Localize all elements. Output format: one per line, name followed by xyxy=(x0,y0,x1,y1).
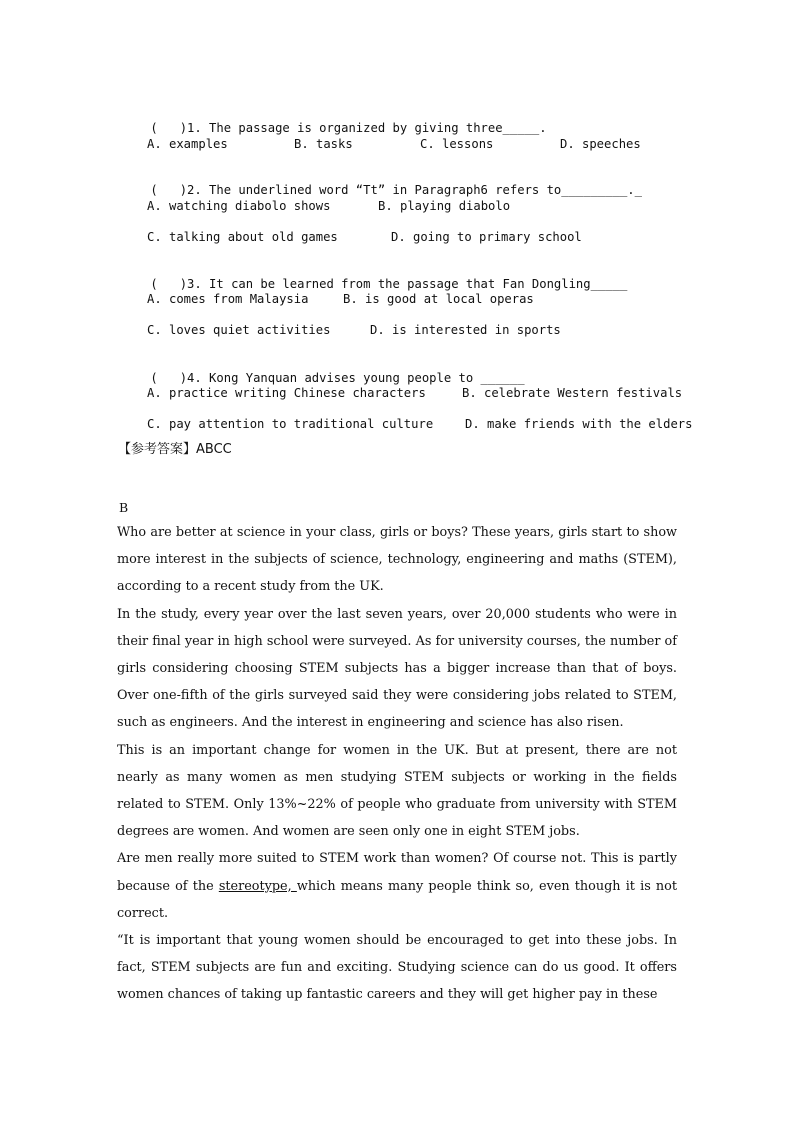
question-1-option-d: D. speeches xyxy=(560,137,641,151)
paragraph-3: This is an important change for women in the UK. But at present, there are not nearly as many women as men studying STEM subjects or working in the fields related to STEM. Only 13%~22% of people who graduate from university with STEM degrees are women. And women are seen only one in eight STEM jobs. xyxy=(117,742,677,840)
paragraph-1: Who are better at science in your class, girls or boys? These years, girls start to show more interest in the subjects of science, technology, engineering and maths (STEM), according to a recent study from the UK. xyxy=(117,525,677,595)
paragraph-4-after: which means many people think so, even though it is not correct. xyxy=(117,878,678,921)
question-bracket: ( xyxy=(150,183,158,197)
question-4-option-b: B. celebrate Western festivals xyxy=(462,386,683,400)
question-bracket: ( xyxy=(150,371,158,385)
question-1-stem: )1. The passage is organized by giving three_____. xyxy=(179,121,547,135)
paragraph-4 xyxy=(117,845,677,927)
question-2-option-a: A. watching diabolo shows xyxy=(147,199,331,213)
paragraph-5: “It is important that young women should be encouraged to get into these jobs. In fact, STEM subjects are fun and exciting. Studying science can do us good. It offers women chances of taking up fantastic careers and they will get higher pay in these xyxy=(117,933,677,1003)
question-3-stem: )3. It can be learned from the passage that Fan Dongling_____ xyxy=(179,277,628,291)
question-2-stem: )2. The underlined word “Tt” in Paragraph6 refers to_________._ xyxy=(179,183,642,197)
question-4-stem: )4. Kong Yanquan advises young people to ______ xyxy=(179,371,525,385)
question-4-option-a: A. practice writing Chinese characters xyxy=(147,386,426,400)
question-bracket: ( xyxy=(150,277,158,291)
answer-key: 【参考答案】ABCC xyxy=(118,442,232,457)
question-3-option-c: C. loves quiet activities xyxy=(147,323,331,337)
question-bracket: ( xyxy=(150,121,158,135)
question-2-option-d: D. going to primary school xyxy=(391,230,582,244)
question-3-option-d: D. is interested in sports xyxy=(370,323,561,337)
section-b-passage xyxy=(117,519,677,1009)
paragraph-2: In the study, every year over the last seven years, over 20,000 students who were in their final year in high school were surveyed. As for university courses, the number of girls considering choosing STEM subjects has a bigger increase than that of boys. Over one-fifth of the girls surveyed said they were considering jobs related to STEM, such as engineers. And the interest in engineering and science has also risen. xyxy=(117,606,677,731)
question-3-option-a: A. comes from Malaysia xyxy=(147,292,309,306)
question-1-option-a: A. examples xyxy=(147,137,228,151)
section-b-label: B xyxy=(119,500,129,515)
paragraph-4-before: Are men really more suited to STEM work than women? Of course not. This is partly because of the xyxy=(117,851,677,894)
question-1-option-c: C. lessons xyxy=(420,137,494,151)
question-2-option-b: B. playing diabolo xyxy=(378,199,511,213)
question-2-option-c: C. talking about old games xyxy=(147,230,338,244)
underlined-word: stereotype, xyxy=(218,878,297,894)
question-4-option-d: D. make friends with the elders xyxy=(465,417,693,431)
question-4-option-c: C. pay attention to traditional culture xyxy=(147,417,434,431)
question-3-option-b: B. is good at local operas xyxy=(343,292,534,306)
question-1-option-b: B. tasks xyxy=(294,137,353,151)
